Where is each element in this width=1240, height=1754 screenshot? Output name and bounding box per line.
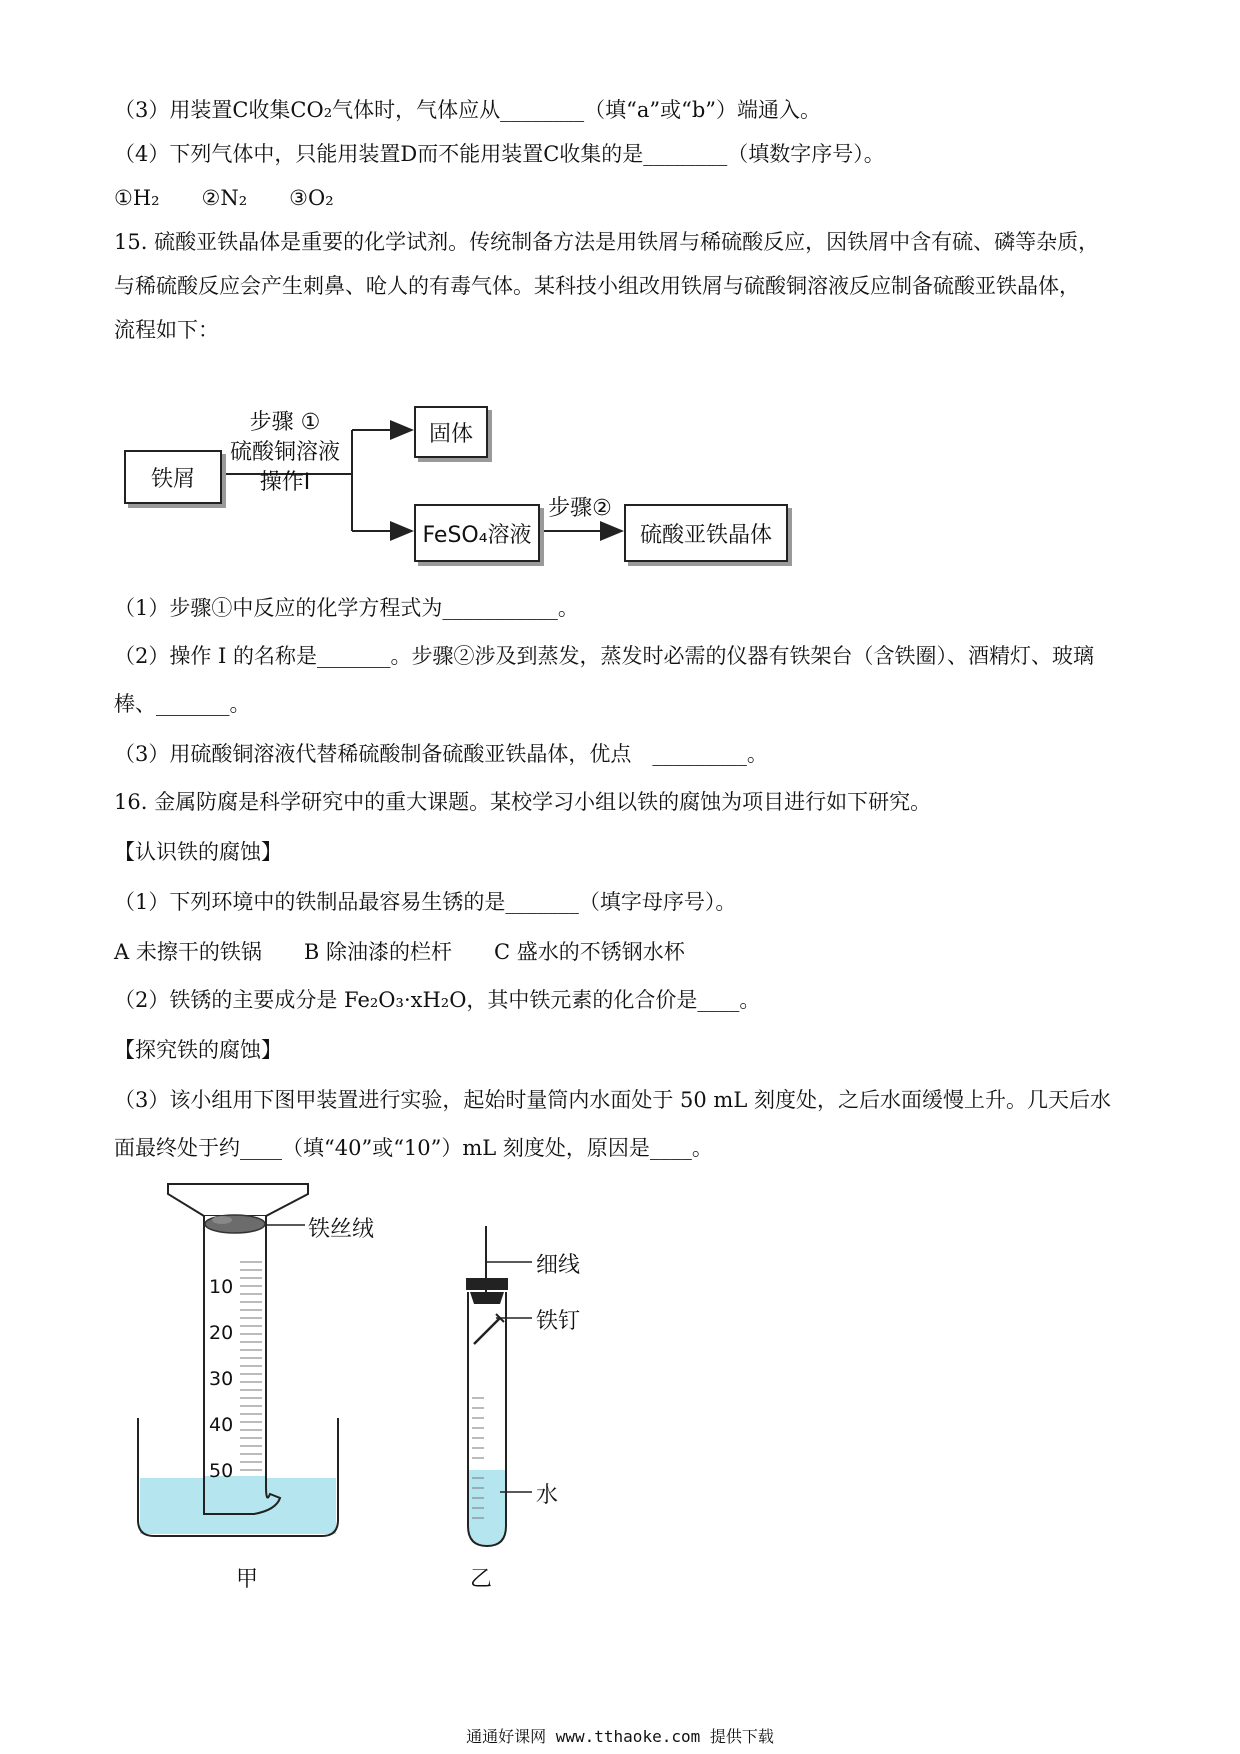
- label-thread: 细线: [536, 1253, 581, 1278]
- caption-jia: 甲: [236, 1567, 259, 1592]
- flow-box-product: 硫酸亚铁晶体: [624, 504, 788, 562]
- cylinder-tick-20: 20: [209, 1322, 234, 1344]
- caption-yi: 乙: [470, 1567, 493, 1592]
- q15-stem-3: 流程如下：: [114, 318, 219, 342]
- q15-sub2-b: 棒、_______。: [114, 692, 251, 716]
- label-water: 水: [536, 1483, 559, 1508]
- q15-stem-2: 与稀硫酸反应会产生刺鼻、呛人的有毒气体。某科技小组改用铁屑与硫酸铜溶液反应制备硫酸亚铁晶体，: [114, 274, 1080, 298]
- flow-label-step2: 步骤②: [548, 496, 612, 521]
- q14-sub3: （3）用装置C收集CO₂气体时，气体应从________（填“a”或“b”）端通入。: [114, 98, 822, 122]
- cylinder-tick-40: 40: [209, 1414, 234, 1436]
- stopper-bottom: [470, 1292, 504, 1304]
- q16-stem: 16. 金属防腐是科学研究中的重大课题。某校学习小组以铁的腐蚀为项目进行如下研究。: [114, 790, 932, 814]
- page-footer: 通通好课网 www.tthaoke.com 提供下载: [466, 1727, 774, 1746]
- q16-sub3-a: （3）该小组用下图甲装置进行实验，起始时量筒内水面处于 50 mL 刻度处，之后水面缓慢上升。几天后水: [114, 1088, 1111, 1112]
- flow-label-step1-title: 步骤 ①: [249, 410, 321, 435]
- flow-label-step1-operation: 操作I: [259, 470, 311, 495]
- label-iron-wool: 铁丝绒: [308, 1217, 375, 1242]
- flow-box-solid: 固体: [414, 406, 488, 458]
- flow-label-step1-reagent: 硫酸铜溶液: [229, 440, 340, 465]
- q16-sub1: （1）下列环境中的铁制品最容易生锈的是_______（填字母序号）。: [114, 890, 737, 914]
- cylinder-tick-10: 10: [209, 1276, 234, 1298]
- label-iron-nail: 铁钉: [536, 1309, 581, 1334]
- cylinder-tick-50: 50: [209, 1460, 234, 1482]
- q16-sub2: （2）铁锈的主要成分是 Fe₂O₃·xH₂O，其中铁元素的化合价是____。: [114, 988, 761, 1012]
- cylinder-tick-30: 30: [209, 1368, 234, 1390]
- q15-sub3: （3）用硫酸铜溶液代替稀硫酸制备硫酸亚铁晶体，优点 _________。: [114, 742, 768, 766]
- q16-sub3-b: 面最终处于约____（填“40”或“10”）mL 刻度处，原因是____。: [114, 1136, 713, 1160]
- q16-sub1-options: A 未擦干的铁锅 B 除油漆的栏杆 C 盛水的不锈钢水杯: [114, 940, 685, 964]
- q14-sub4: （4）下列气体中，只能用装置D而不能用装置C收集的是________（填数字序号）。: [114, 142, 885, 166]
- q15-stem-1: 15. 硫酸亚铁晶体是重要的化学试剂。传统制备方法是用铁屑与稀硫酸反应，因铁屑中含有硫、磷等杂质，: [114, 230, 1100, 254]
- iron-nail: [474, 1318, 500, 1344]
- q16-section-2: 【探究铁的腐蚀】: [114, 1038, 282, 1062]
- flow-box-feso4-solution: FeSO₄溶液: [414, 504, 540, 562]
- q16-section-1: 【认识铁的腐蚀】: [114, 840, 282, 864]
- q15-sub1: （1）步骤①中反应的化学方程式为___________。: [114, 596, 579, 620]
- q14-options: ①H₂ ②N₂ ③O₂: [114, 186, 334, 210]
- stopper-top: [466, 1278, 508, 1290]
- flow-box-iron-filings: 铁屑: [124, 450, 222, 504]
- q15-sub2-a: （2）操作 I 的名称是_______。步骤②涉及到蒸发，蒸发时必需的仪器有铁架台（含铁圈）、酒精灯、玻璃: [114, 644, 1095, 668]
